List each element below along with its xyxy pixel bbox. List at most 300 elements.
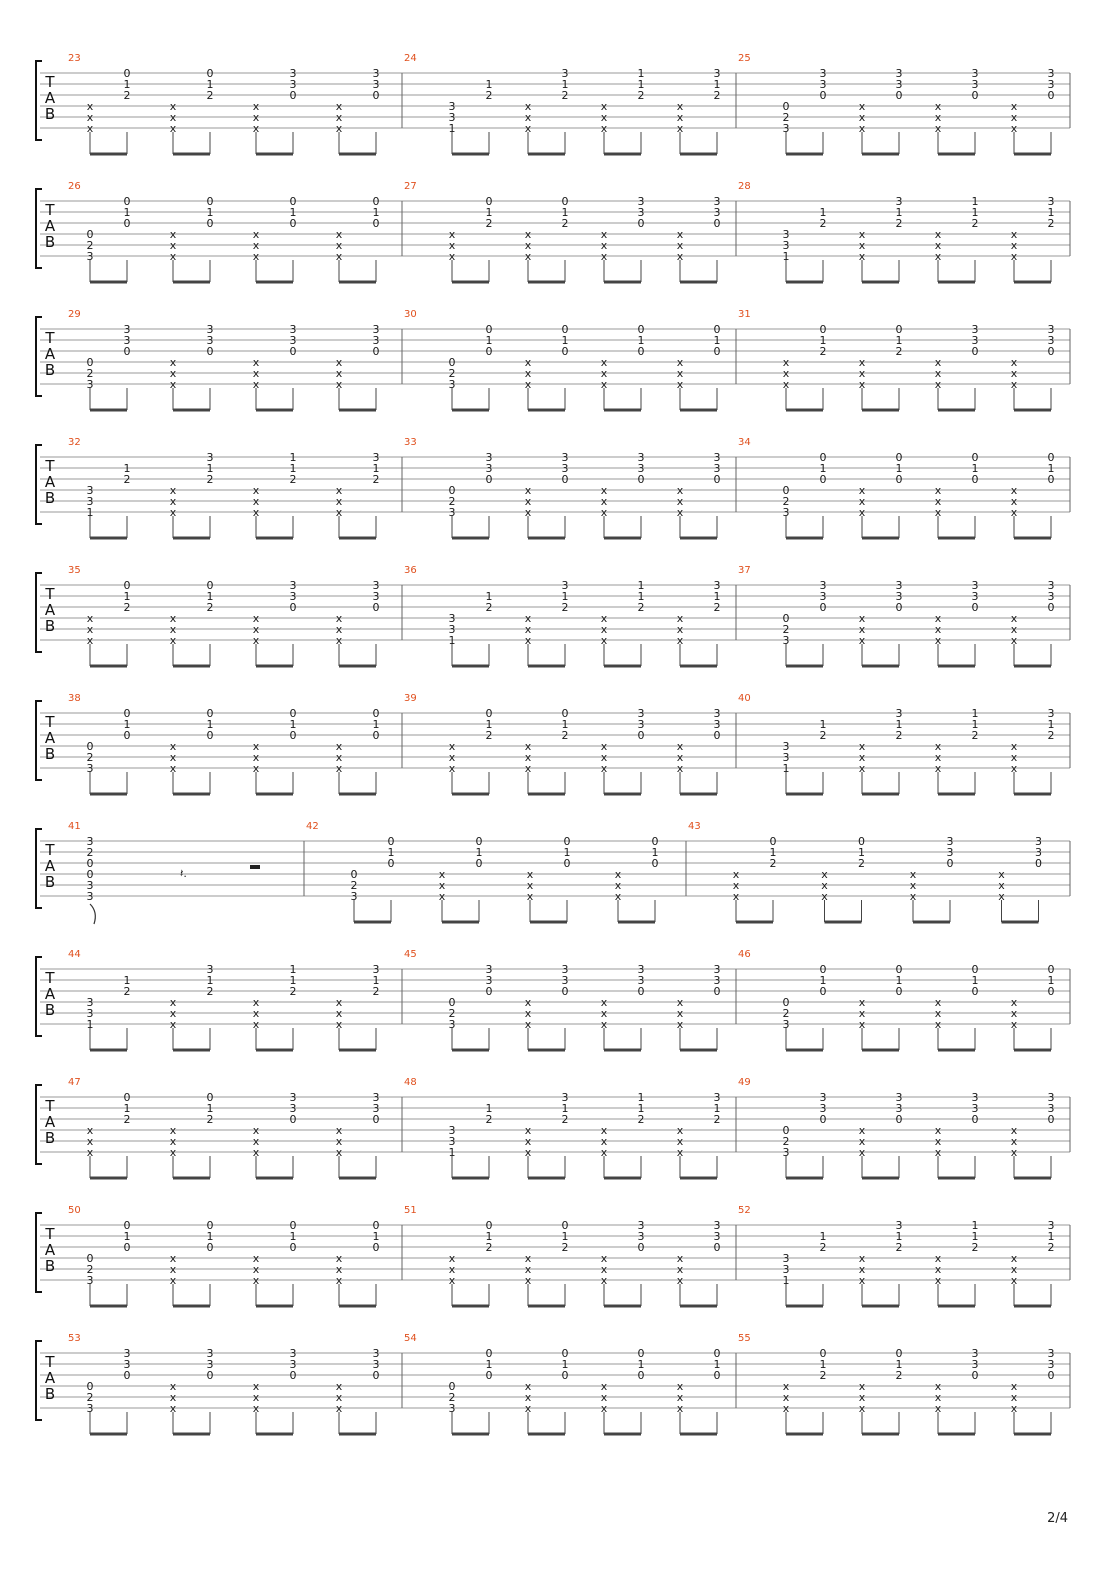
fret-number: x (676, 1007, 684, 1020)
fret-number: 2 (819, 1241, 827, 1254)
fret-number: 1 (123, 462, 131, 475)
tab-letter: A (44, 1369, 56, 1387)
fret-number: x (524, 1402, 532, 1415)
fret-number: x (524, 228, 532, 241)
fret-number: 3 (448, 612, 456, 625)
fret-number: 0 (86, 857, 94, 870)
fret-number: 0 (289, 1369, 297, 1382)
fret-number: 2 (782, 1007, 790, 1020)
fret-number: 3 (1047, 67, 1055, 80)
fret-number: 0 (372, 89, 380, 102)
fret-number: x (524, 612, 532, 625)
fret-number: 1 (485, 206, 493, 219)
fret-number: x (335, 250, 343, 263)
tab-letter: A (44, 345, 56, 363)
fret-number: 0 (206, 579, 214, 592)
fret-number: 3 (895, 67, 903, 80)
fret-number: x (858, 356, 866, 369)
measure-number: 32 (68, 437, 81, 448)
fret-number: 0 (819, 985, 827, 998)
fret-number: x (858, 250, 866, 263)
fret-number: x (524, 1263, 532, 1276)
fret-number: x (335, 751, 343, 764)
fret-number: x (169, 1018, 177, 1031)
fret-number: 0 (372, 1241, 380, 1254)
fret-number: 2 (372, 985, 380, 998)
fret-number: 3 (971, 78, 979, 91)
fret-number: 0 (713, 1369, 721, 1382)
fret-number: x (858, 1380, 866, 1393)
fret-number: x (600, 484, 608, 497)
fret-number: 0 (123, 1091, 131, 1104)
fret-number: 3 (372, 78, 380, 91)
fret-number: 0 (895, 963, 903, 976)
measure-number: 50 (68, 1205, 81, 1216)
fret-number: x (169, 1146, 177, 1159)
fret-number: x (676, 367, 684, 380)
fret-number: 0 (651, 857, 659, 870)
fret-number: 0 (561, 1369, 569, 1382)
fret-number: 3 (86, 1402, 94, 1415)
fret-number: x (858, 623, 866, 636)
fret-number: 0 (561, 473, 569, 486)
tab-letter: T (45, 841, 55, 859)
fret-number: x (676, 1391, 684, 1404)
fret-number: 3 (561, 1091, 569, 1104)
fret-number: 1 (206, 590, 214, 603)
fret-number: x (934, 634, 942, 647)
fret-number: x (86, 1146, 94, 1159)
fret-number: 0 (485, 345, 493, 358)
fret-number: 1 (123, 1230, 131, 1243)
fret-number: x (600, 367, 608, 380)
fret-number: x (600, 100, 608, 113)
fret-number: x (524, 1391, 532, 1404)
fret-number: 3 (713, 195, 721, 208)
fret-number: 0 (206, 707, 214, 720)
fret-number: 3 (561, 974, 569, 987)
fret-number: x (676, 1018, 684, 1031)
fret-number: x (600, 1124, 608, 1137)
fret-number: x (676, 634, 684, 647)
fret-number: x (676, 111, 684, 124)
fret-number: 0 (819, 473, 827, 486)
fret-number: x (524, 250, 532, 263)
fret-number: 2 (485, 217, 493, 230)
fret-number: 0 (713, 323, 721, 336)
fret-number: x (1010, 1252, 1018, 1265)
fret-number: 2 (1047, 1241, 1055, 1254)
fret-number: x (732, 890, 740, 903)
fret-number: x (1010, 1135, 1018, 1148)
fret-number: x (169, 228, 177, 241)
fret-number: 2 (971, 1241, 979, 1254)
fret-number: x (676, 1124, 684, 1137)
fret-number: 1 (123, 590, 131, 603)
fret-number: x (676, 250, 684, 263)
fret-number: 3 (971, 1102, 979, 1115)
fret-number: 3 (86, 835, 94, 848)
fret-number: x (169, 740, 177, 753)
fret-number: 0 (819, 323, 827, 336)
fret-number: x (335, 367, 343, 380)
fret-number: 0 (561, 707, 569, 720)
fret-number: x (858, 1252, 866, 1265)
fret-number: 0 (637, 1241, 645, 1254)
fret-number: 3 (372, 590, 380, 603)
fret-number: x (524, 1018, 532, 1031)
fret-number: 3 (448, 506, 456, 519)
fret-number: 3 (713, 462, 721, 475)
tab-letter: A (44, 1241, 56, 1259)
fret-number: x (600, 228, 608, 241)
fret-number: 0 (485, 473, 493, 486)
tab-letter: T (45, 1225, 55, 1243)
fret-number: 3 (782, 122, 790, 135)
fret-number: 0 (289, 707, 297, 720)
fret-number: x (438, 890, 446, 903)
fret-number: 2 (769, 857, 777, 870)
fret-number: 0 (563, 857, 571, 870)
fret-number: 1 (713, 334, 721, 347)
fret-number: 1 (448, 1146, 456, 1159)
fret-number: 1 (563, 846, 571, 859)
fret-number: 1 (372, 974, 380, 987)
fret-number: 0 (563, 835, 571, 848)
fret-number: x (1010, 634, 1018, 647)
fret-number: 3 (561, 67, 569, 80)
fret-number: 0 (819, 1347, 827, 1360)
tab-letter: A (44, 601, 56, 619)
measure-number: 38 (68, 693, 81, 704)
fret-number: x (448, 228, 456, 241)
fret-number: 1 (289, 1230, 297, 1243)
tab-letter: A (44, 985, 56, 1003)
fret-number: 0 (637, 473, 645, 486)
fret-number: x (252, 751, 260, 764)
fret-number: x (335, 623, 343, 636)
fret-number: x (934, 111, 942, 124)
fret-number: x (676, 612, 684, 625)
fret-number: 1 (782, 1274, 790, 1287)
fret-number: 3 (372, 1102, 380, 1115)
fret-number: 0 (123, 1369, 131, 1382)
fret-number: 1 (895, 1230, 903, 1243)
fret-number: x (252, 1124, 260, 1137)
fret-number: x (600, 1402, 608, 1415)
fret-number: x (335, 484, 343, 497)
fret-number: x (934, 100, 942, 113)
fret-number: 3 (123, 1347, 131, 1360)
fret-number: 0 (123, 217, 131, 230)
fret-number: 0 (372, 1219, 380, 1232)
fret-number: 3 (637, 1219, 645, 1232)
fret-number: 3 (1047, 1091, 1055, 1104)
measure-number: 37 (738, 565, 751, 576)
fret-number: x (252, 1252, 260, 1265)
measure-number: 49 (738, 1077, 751, 1088)
tab-letter: T (45, 329, 55, 347)
fret-number: x (526, 890, 534, 903)
fret-number: x (934, 740, 942, 753)
fret-number: x (934, 762, 942, 775)
fret-number: x (335, 228, 343, 241)
fret-number: x (169, 1007, 177, 1020)
fret-number: x (169, 996, 177, 1009)
fret-number: 1 (819, 334, 827, 347)
measure-number: 27 (404, 181, 417, 192)
fret-number: 3 (123, 323, 131, 336)
fret-number: x (676, 1135, 684, 1148)
fret-number: 3 (637, 963, 645, 976)
fret-number: x (600, 250, 608, 263)
fret-number: 3 (819, 1102, 827, 1115)
fret-number: 3 (372, 451, 380, 464)
fret-number: x (858, 1018, 866, 1031)
fret-number: 0 (895, 1113, 903, 1126)
fret-number: 1 (372, 462, 380, 475)
fret-number: 0 (485, 1347, 493, 1360)
fret-number: 0 (971, 345, 979, 358)
fret-number: x (600, 996, 608, 1009)
fret-number: x (252, 1146, 260, 1159)
fret-number: x (600, 378, 608, 391)
fret-number: 3 (971, 67, 979, 80)
fret-number: 2 (289, 473, 297, 486)
fret-number: 2 (485, 601, 493, 614)
fret-number: 3 (86, 1274, 94, 1287)
fret-number: 1 (485, 1358, 493, 1371)
fret-number: x (252, 506, 260, 519)
fret-number: 1 (713, 590, 721, 603)
fret-number: 2 (485, 1113, 493, 1126)
fret-number: x (524, 623, 532, 636)
measure-number: 48 (404, 1077, 417, 1088)
fret-number: 0 (895, 473, 903, 486)
fret-number: x (169, 1124, 177, 1137)
fret-number: 0 (123, 67, 131, 80)
fret-number: 0 (1047, 345, 1055, 358)
fret-number: 0 (895, 89, 903, 102)
fret-number: 2 (206, 473, 214, 486)
fret-number: 2 (86, 367, 94, 380)
fret-number: x (335, 122, 343, 135)
fret-number: x (1010, 612, 1018, 625)
fret-number: 2 (637, 1113, 645, 1126)
fret-number: 3 (819, 590, 827, 603)
tab-letter: T (45, 585, 55, 603)
tab-letter: B (44, 617, 56, 635)
fret-number: 0 (782, 996, 790, 1009)
fret-number: 1 (971, 974, 979, 987)
fret-number: x (335, 1274, 343, 1287)
fret-number: 3 (713, 67, 721, 80)
fret-number: x (614, 879, 622, 892)
fret-number: x (858, 1391, 866, 1404)
fret-number: 3 (895, 1219, 903, 1232)
fret-number: x (524, 634, 532, 647)
fret-number: 1 (637, 590, 645, 603)
fret-number: 3 (289, 1358, 297, 1371)
fret-number: 1 (206, 1102, 214, 1115)
tab-system (36, 53, 1070, 154)
fret-number: 2 (895, 345, 903, 358)
fret-number: 0 (387, 835, 395, 848)
fret-number: 0 (372, 729, 380, 742)
fret-number: x (252, 495, 260, 508)
tab-letter: T (45, 1097, 55, 1115)
fret-number: x (934, 228, 942, 241)
fret-number: x (86, 623, 94, 636)
tab-letter: T (45, 713, 55, 731)
fret-number: 0 (895, 1347, 903, 1360)
fret-number: 3 (86, 762, 94, 775)
fret-number: 1 (895, 334, 903, 347)
fret-number: x (438, 879, 446, 892)
tab-letter: B (44, 1001, 56, 1019)
fret-number: 3 (372, 1347, 380, 1360)
fret-number: 3 (1047, 1358, 1055, 1371)
fret-number: 2 (782, 623, 790, 636)
fret-number: 0 (1047, 1369, 1055, 1382)
fret-number: 2 (485, 89, 493, 102)
fret-number: x (858, 378, 866, 391)
fret-number: x (934, 1252, 942, 1265)
fret-number: x (600, 1007, 608, 1020)
fret-number: 3 (372, 334, 380, 347)
fret-number: x (600, 1146, 608, 1159)
fret-number: 3 (289, 323, 297, 336)
fret-number: 3 (206, 334, 214, 347)
tab-letter: B (44, 745, 56, 763)
fret-number: 1 (86, 1018, 94, 1031)
fret-number: 1 (1047, 1230, 1055, 1243)
fret-number: x (524, 111, 532, 124)
fret-number: x (600, 612, 608, 625)
fret-number: 1 (206, 1230, 214, 1243)
fret-number: x (934, 239, 942, 252)
fret-number: 1 (289, 718, 297, 731)
tab-letter: T (45, 1353, 55, 1371)
fret-number: 2 (206, 985, 214, 998)
tab-letter: B (44, 105, 56, 123)
fret-number: x (676, 762, 684, 775)
fret-number: 3 (289, 1347, 297, 1360)
fret-number: x (600, 1252, 608, 1265)
fret-number: 3 (971, 1347, 979, 1360)
fret-number: x (600, 1135, 608, 1148)
fret-number: x (676, 506, 684, 519)
fret-number: 1 (123, 206, 131, 219)
fret-number: x (252, 634, 260, 647)
fret-number: x (169, 356, 177, 369)
fret-number: x (600, 1274, 608, 1287)
fret-number: x (614, 868, 622, 881)
fret-number: 1 (485, 1230, 493, 1243)
fret-number: x (909, 890, 917, 903)
fret-number: 1 (448, 122, 456, 135)
fret-number: 0 (86, 1252, 94, 1265)
fret-number: 0 (1047, 963, 1055, 976)
fret-number: x (524, 1146, 532, 1159)
fret-number: 1 (485, 1102, 493, 1115)
fret-number: 3 (971, 1091, 979, 1104)
fret-number: 1 (819, 974, 827, 987)
fret-number: 0 (206, 345, 214, 358)
fret-number: 0 (485, 707, 493, 720)
fret-number: 1 (475, 846, 483, 859)
fret-number: x (600, 1018, 608, 1031)
fret-number: x (448, 250, 456, 263)
fret-number: 1 (561, 718, 569, 731)
fret-number: x (1010, 751, 1018, 764)
fret-number: 3 (895, 195, 903, 208)
fret-number: 0 (475, 835, 483, 848)
fret-number: 1 (206, 462, 214, 475)
fret-number: 0 (206, 1091, 214, 1104)
fret-number: 3 (206, 323, 214, 336)
fret-number: x (1010, 506, 1018, 519)
fret-number: 0 (782, 100, 790, 113)
fret-number: 0 (123, 1241, 131, 1254)
fret-number: x (1010, 495, 1018, 508)
fret-number: x (858, 751, 866, 764)
fret-number: x (1010, 367, 1018, 380)
fret-number: 1 (86, 506, 94, 519)
fret-number: x (524, 1007, 532, 1020)
fret-number: x (169, 751, 177, 764)
fret-number: x (252, 1263, 260, 1276)
fret-number: 0 (206, 1219, 214, 1232)
fret-number: x (934, 356, 942, 369)
fret-number: 3 (1047, 590, 1055, 603)
fret-number: 3 (895, 590, 903, 603)
fret-number: x (858, 1124, 866, 1137)
fret-number: x (1010, 1402, 1018, 1415)
fret-number: x (524, 506, 532, 519)
fret-number: x (169, 762, 177, 775)
fret-number: 0 (448, 1380, 456, 1393)
tab-letter: T (45, 969, 55, 987)
fret-number: 3 (485, 462, 493, 475)
fret-number: x (1010, 356, 1018, 369)
fret-number: 2 (637, 601, 645, 614)
fret-number: 1 (895, 206, 903, 219)
fret-number: 1 (819, 206, 827, 219)
fret-number: 2 (895, 729, 903, 742)
fret-number: x (858, 122, 866, 135)
fret-number: x (252, 239, 260, 252)
fret-number: x (934, 623, 942, 636)
fret-number: x (998, 868, 1005, 881)
fret-number: 3 (713, 579, 721, 592)
fret-number: x (934, 1146, 942, 1159)
fret-number: x (169, 378, 177, 391)
fret-number: x (438, 868, 446, 881)
fret-number: x (1010, 250, 1018, 263)
fret-number: x (934, 250, 942, 263)
fret-number: 0 (206, 1369, 214, 1382)
fret-number: x (86, 1124, 94, 1137)
fret-number: 1 (637, 67, 645, 80)
measure-number: 30 (404, 309, 417, 320)
fret-number: 2 (448, 495, 456, 508)
fret-number: x (252, 762, 260, 775)
fret-number: 0 (123, 1219, 131, 1232)
fret-number: x (169, 1252, 177, 1265)
fret-number: x (614, 890, 622, 903)
fret-number: x (252, 378, 260, 391)
